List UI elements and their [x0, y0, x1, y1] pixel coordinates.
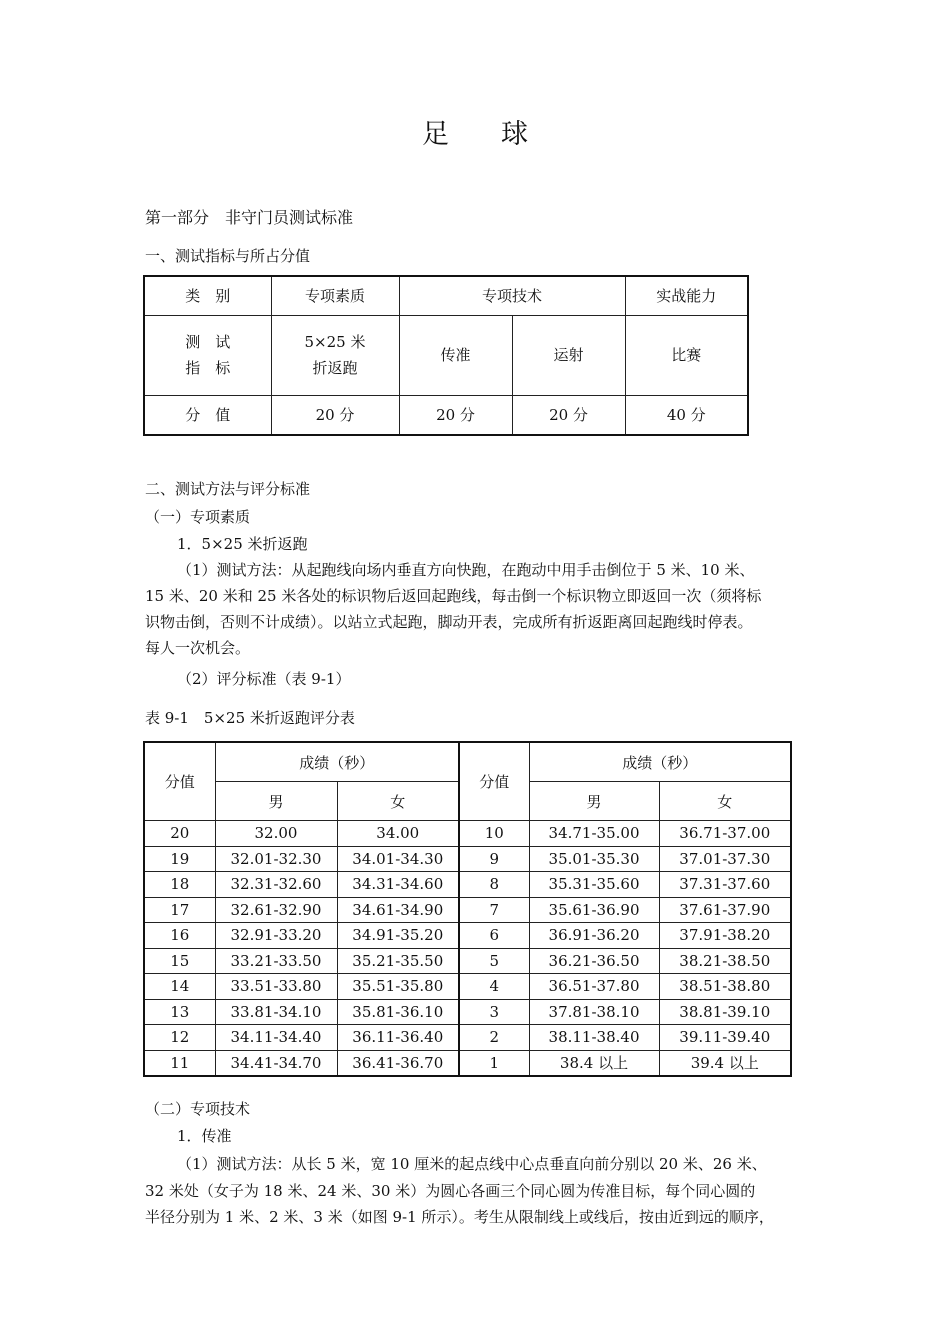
table-row [144, 1050, 791, 1076]
result-cell: 38.21-38.50 [659, 948, 791, 974]
result-cell: 37.81-38.10 [529, 999, 659, 1025]
score-cell: 9 [459, 846, 529, 872]
table1-cell: 比赛 [625, 315, 748, 395]
part1-heading: 第一部分 非守门员测试标准 [145, 208, 354, 227]
table1-header-cell: 类 别 [144, 276, 271, 315]
result-cell: 36.11-36.40 [337, 1025, 459, 1051]
female-header: 女 [337, 782, 459, 821]
method1-line: （1）测试方法：从起跑线向场内垂直方向快跑，在跑动中用手击倒位于 5 米、10 米、 [177, 561, 755, 579]
result-cell: 35.81-36.10 [337, 999, 459, 1025]
method2-line: （1）测试方法：从长 5 米，宽 10 厘米的起点线中心点垂直向前分别以 20 米、26 米、 [177, 1155, 767, 1173]
score-cell: 15 [144, 948, 215, 974]
score-cell: 6 [459, 923, 529, 949]
result-cell: 38.11-38.40 [529, 1025, 659, 1051]
result-cell: 37.31-37.60 [659, 872, 791, 898]
score-cell: 8 [459, 872, 529, 898]
score-cell: 17 [144, 897, 215, 923]
score-cell: 18 [144, 872, 215, 898]
male-header: 男 [215, 782, 337, 821]
result-header: 成绩（秒） [529, 742, 791, 782]
result-cell: 39.4 以上 [659, 1050, 791, 1076]
method1-line: 识物击倒，否则不计成绩）。以站立式起跑，脚动开表，完成所有折返距离回起跑线时停表。 [145, 613, 753, 631]
result-cell: 32.00 [215, 821, 337, 847]
score-header: 分值 [144, 742, 215, 821]
result-cell: 35.01-35.30 [529, 846, 659, 872]
result-cell: 37.01-37.30 [659, 846, 791, 872]
result-cell: 34.91-35.20 [337, 923, 459, 949]
result-cell: 37.91-38.20 [659, 923, 791, 949]
result-cell: 35.51-35.80 [337, 974, 459, 1000]
result-cell: 36.41-36.70 [337, 1050, 459, 1076]
score-cell: 16 [144, 923, 215, 949]
section1-heading: 一、测试指标与所占分值 [145, 247, 311, 265]
indicator-table [143, 275, 749, 436]
result-cell: 35.21-35.50 [337, 948, 459, 974]
table-row [144, 1025, 791, 1051]
table1-cell: 5×25 米 折返跑 [271, 315, 399, 395]
result-cell: 34.41-34.70 [215, 1050, 337, 1076]
result-cell: 36.51-37.80 [529, 974, 659, 1000]
shuttle-run-score-table [143, 741, 792, 1077]
method1-line: 每人一次机会。 [145, 639, 251, 657]
item1-heading: 1．5×25 米折返跑 [177, 535, 308, 553]
table-row [144, 846, 791, 872]
table1-cell: 20 分 [399, 395, 512, 435]
table1-header-cell: 实战能力 [625, 276, 748, 315]
table1-header-cell: 专项素质 [271, 276, 399, 315]
score-cell: 20 [144, 821, 215, 847]
female-header: 女 [659, 782, 791, 821]
table-row [144, 999, 791, 1025]
result-cell: 34.11-34.40 [215, 1025, 337, 1051]
result-cell: 37.61-37.90 [659, 897, 791, 923]
score-cell: 3 [459, 999, 529, 1025]
result-cell: 38.51-38.80 [659, 974, 791, 1000]
result-cell: 33.21-33.50 [215, 948, 337, 974]
result-cell: 34.61-34.90 [337, 897, 459, 923]
method2-line: 半径分别为 1 米、2 米、3 米（如图 9-1 所示）。考生从限制线上或线后，按由近到远的顺序， [145, 1208, 774, 1226]
score-cell: 4 [459, 974, 529, 1000]
table2-body [144, 821, 791, 1077]
score-cell: 2 [459, 1025, 529, 1051]
score-cell: 5 [459, 948, 529, 974]
result-cell: 34.71-35.00 [529, 821, 659, 847]
table1-header-cell: 专项技术 [399, 276, 625, 315]
section2-heading: 二、测试方法与评分标准 [145, 480, 311, 498]
score-cell: 19 [144, 846, 215, 872]
score-header: 分值 [459, 742, 529, 821]
table-row [144, 974, 791, 1000]
result-cell: 36.91-36.20 [529, 923, 659, 949]
result-cell: 34.00 [337, 821, 459, 847]
table-row [144, 923, 791, 949]
result-cell: 34.01-34.30 [337, 846, 459, 872]
result-cell: 39.11-39.40 [659, 1025, 791, 1051]
page-title: 足球 [422, 119, 580, 150]
score-cell: 14 [144, 974, 215, 1000]
table1-row-label: 分 值 [144, 395, 271, 435]
table1-cell: 20 分 [512, 395, 625, 435]
table1-cell: 运射 [512, 315, 625, 395]
score-cell: 1 [459, 1050, 529, 1076]
result-cell: 35.61-36.90 [529, 897, 659, 923]
method1-line: 15 米、20 米和 25 米各处的标识物后返回起跑线，每击倒一个标识物立即返回一次（须将标 [145, 587, 762, 605]
score-cell: 13 [144, 999, 215, 1025]
score-cell: 7 [459, 897, 529, 923]
result-header: 成绩（秒） [215, 742, 459, 782]
result-cell: 33.51-33.80 [215, 974, 337, 1000]
table-row [144, 821, 791, 847]
sub1-heading: （一）专项素质 [145, 508, 251, 526]
score-cell: 12 [144, 1025, 215, 1051]
male-header: 男 [529, 782, 659, 821]
table2-caption: 表 9-1 5×25 米折返跑评分表 [145, 709, 355, 727]
result-cell: 36.21-36.50 [529, 948, 659, 974]
result-cell: 38.4 以上 [529, 1050, 659, 1076]
criteria1-line: （2）评分标准（表 9-1） [177, 670, 351, 688]
result-cell: 32.31-32.60 [215, 872, 337, 898]
item2-heading: 1．传准 [177, 1127, 232, 1145]
result-cell: 32.01-32.30 [215, 846, 337, 872]
result-cell: 35.31-35.60 [529, 872, 659, 898]
score-cell: 11 [144, 1050, 215, 1076]
table-row [144, 872, 791, 898]
table-row [144, 897, 791, 923]
sub2-heading: （二）专项技术 [145, 1100, 251, 1118]
result-cell: 32.91-33.20 [215, 923, 337, 949]
result-cell: 33.81-34.10 [215, 999, 337, 1025]
result-cell: 36.71-37.00 [659, 821, 791, 847]
table1-row-label: 测 试 指 标 [144, 315, 271, 395]
result-cell: 32.61-32.90 [215, 897, 337, 923]
result-cell: 34.31-34.60 [337, 872, 459, 898]
table-row [144, 948, 791, 974]
result-cell: 38.81-39.10 [659, 999, 791, 1025]
method2-line: 32 米处（女子为 18 米、24 米、30 米）为圆心各画三个同心圆为传准目标，每个同心圆的 [145, 1182, 756, 1200]
table1-cell: 20 分 [271, 395, 399, 435]
score-cell: 10 [459, 821, 529, 847]
table1-cell: 传准 [399, 315, 512, 395]
table1-cell: 40 分 [625, 395, 748, 435]
